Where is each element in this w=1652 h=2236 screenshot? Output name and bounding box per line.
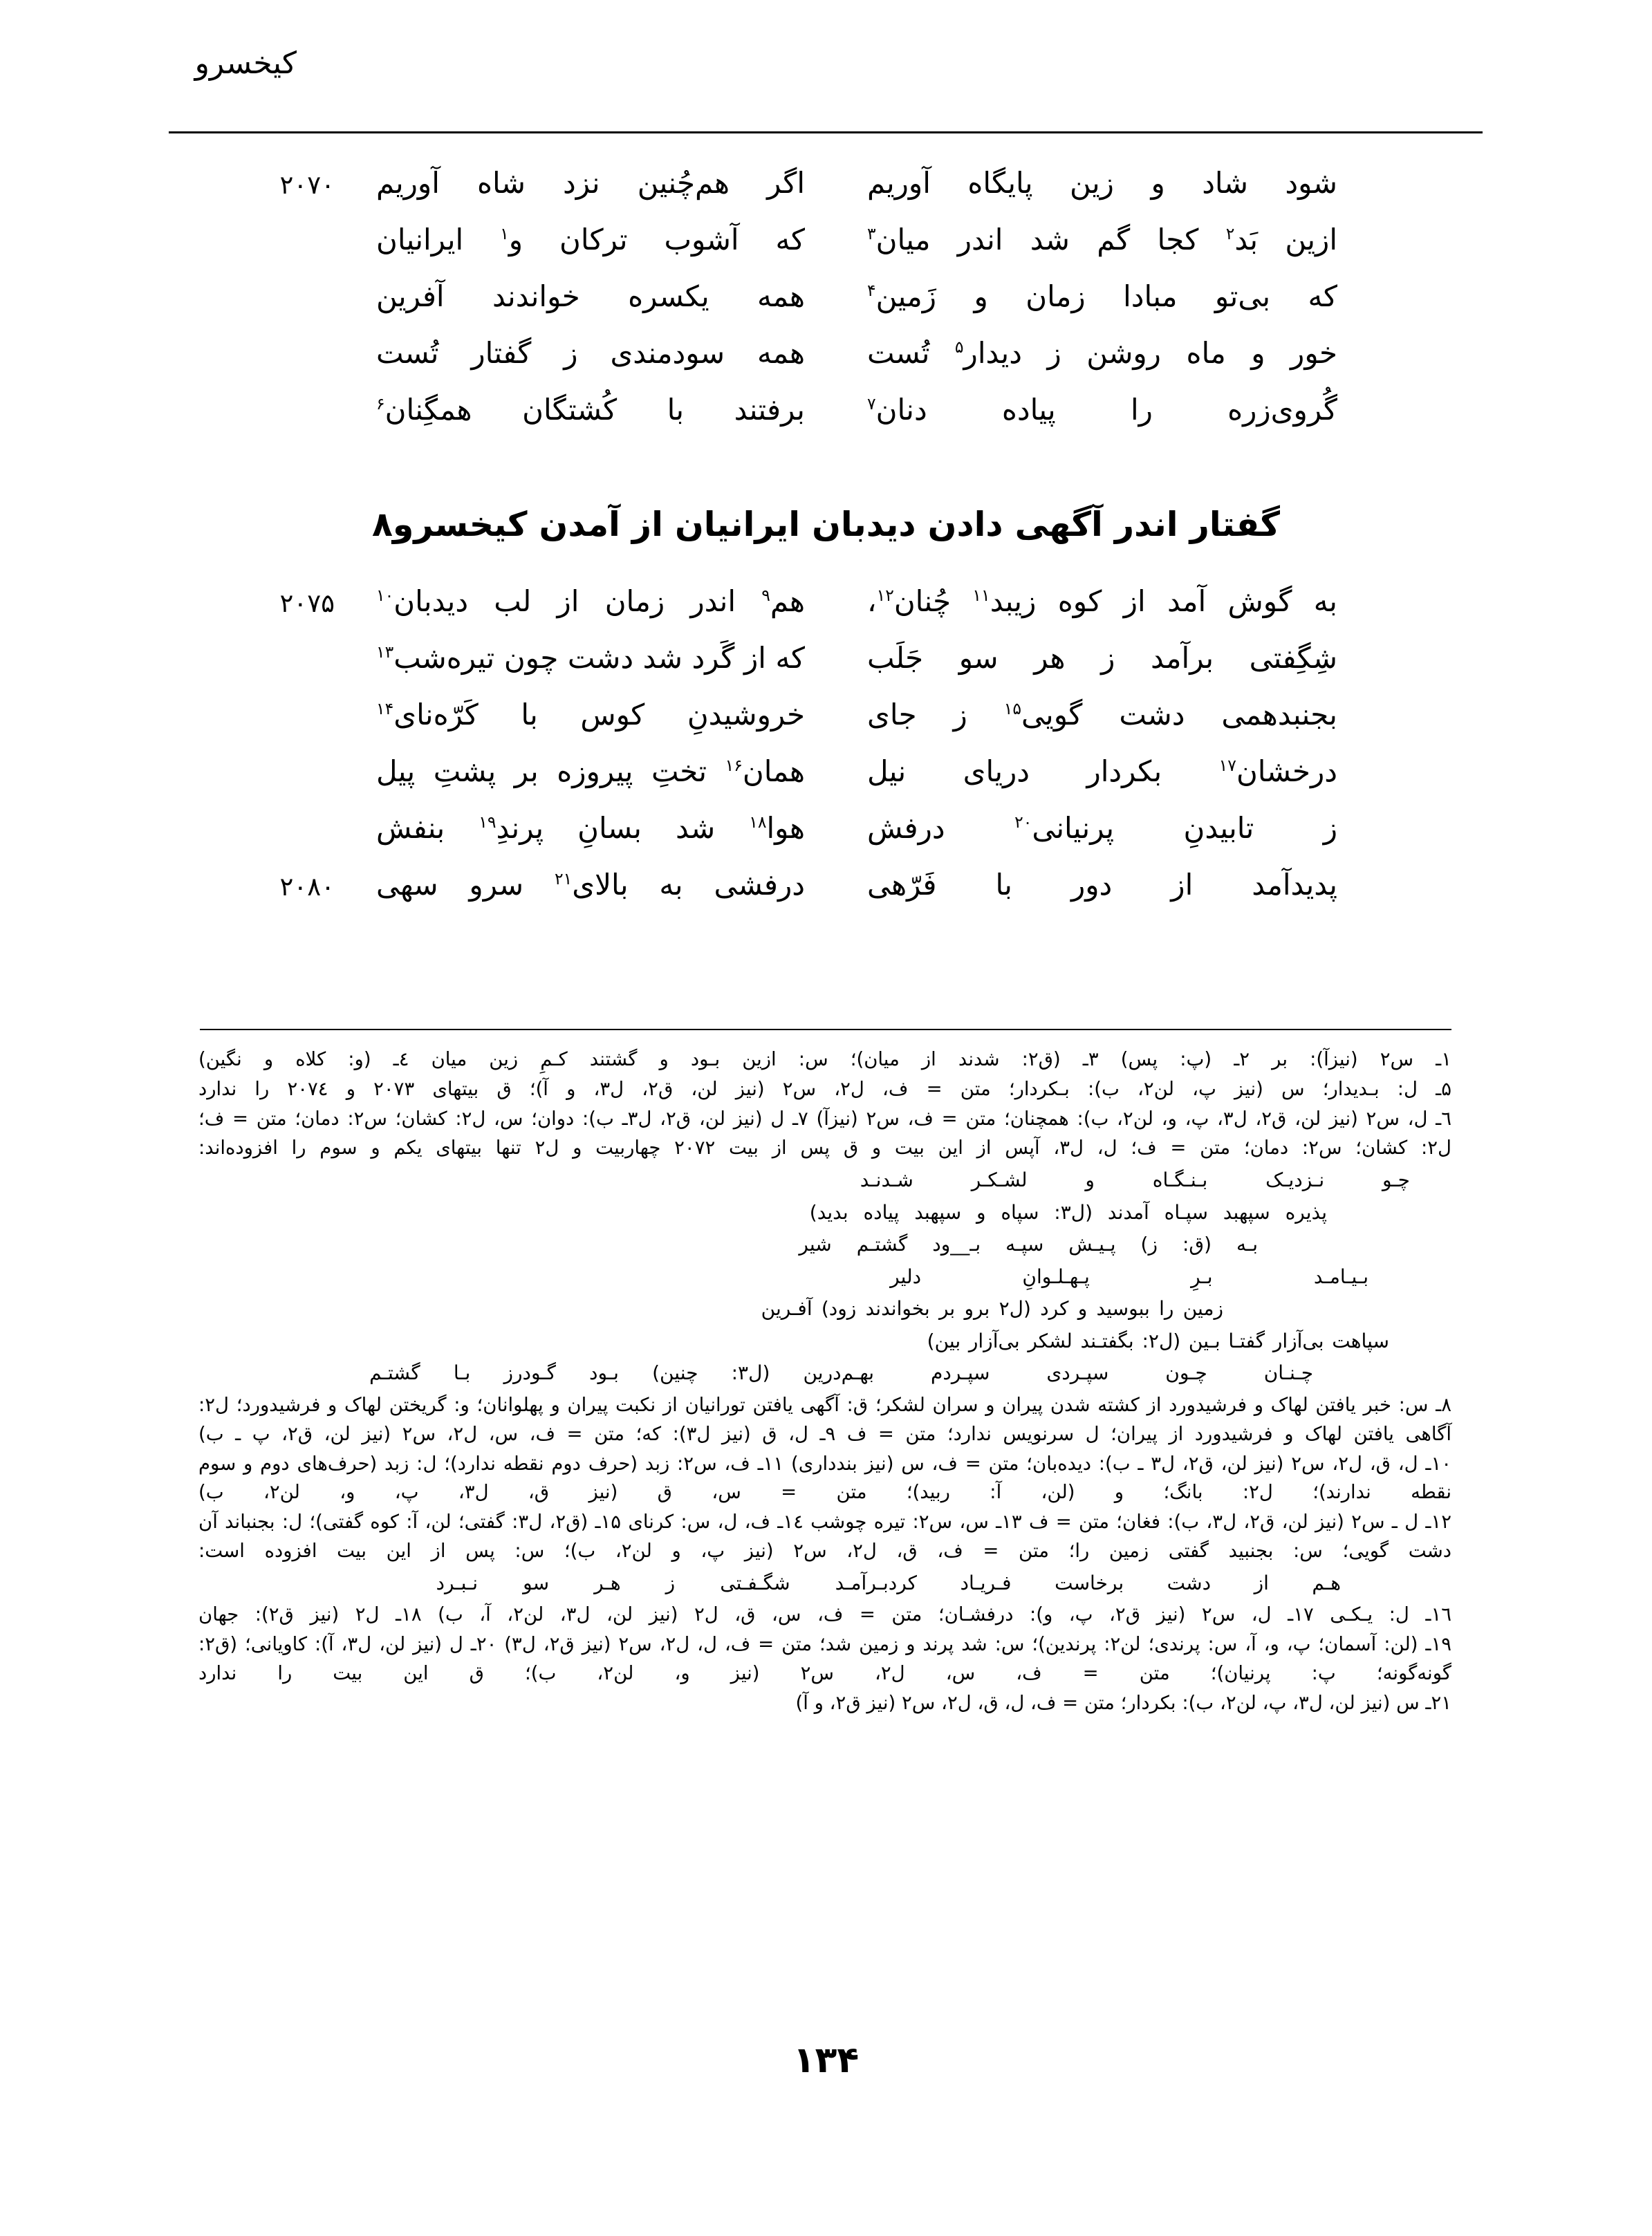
apparatus-rule <box>200 1029 1451 1030</box>
running-head <box>118 47 1534 95</box>
verse-line <box>0 386 1652 442</box>
verse-line <box>0 159 1652 216</box>
running-head-title: کیخسرو <box>194 46 297 81</box>
apparatus-inset-verse <box>198 1569 1451 1599</box>
header-rule <box>169 131 1483 133</box>
apparatus-inset-verse <box>198 1166 1451 1195</box>
apparatus-inset-hemistich-a: بـیـامـد بـرِ پـهـلـوانِ دلیر <box>890 1265 1368 1288</box>
hemistich-second: پدیدآمد از دور با فَرّهی <box>867 868 1337 902</box>
hemistich-first: همه سودمندی ز گفتار تُست <box>376 336 805 370</box>
verse-block-1 <box>0 159 1652 442</box>
hemistich-second: بجنبدهمی دشت گویی$^{۱۵}$ ز جای <box>867 698 1337 732</box>
hemistich-first: که آشوب ترکان و$^۱$ ایرانیان <box>376 223 805 257</box>
apparatus-note: ۱۲ـ ل ـ س۲ (نیز لن، ق۲، ل۳، ب): فغان؛ متن = ف ۱۳ـ س، س۲: تیره چوشب ۱٤ـ ف، ل، س: کرنای ۱۵ـ (ق۲، ل۳: گفتی؛ لن، آ: کوه گفتی)؛ ل: بجنباند آن دشت گویی؛ س: بجنبید گفتی زمین را؛ متن = ف، ق، ل۲، س۲ (نیز پ، و لن۲، ب)؛ س: پس از این بیت افزوده است: <box>198 1511 1452 1562</box>
hemistich-first: برفتند با کُشتگان همگِنان$^۶$ <box>376 393 805 427</box>
hemistich-first: هوا$^{۱۸}$ شد بسانِ پرندِ$^{۱۹}$ بنفش <box>376 811 805 845</box>
section-heading: گفتار اندر آگهی دادن دیدبان ایرانیان از آمدن کیخسرو۸ <box>371 505 1281 544</box>
apparatus-note: ۱ـ س۲ (نیزآ): بر ۲ـ (پ: پس) ۳ـ (ق۲: شدند از میان)؛ س: ازین بـود و گشتند کـمِ زین میان ٤ـ (و: کلاه و نگین) <box>198 1048 1451 1070</box>
hemistich-second: درخشان$^{۱۷}$ بکردار دریای نیل <box>867 754 1337 788</box>
apparatus-note: ۱٦ـ ل: یـکـی ۱۷ـ ل، س۲ (نیز ق۲، پ، و): درفشـان؛ متن = ف، س، ق، ل۲ (نیز لن، ل۳، لن۲، آ، ب) ۱۸ـ ل۲ (نیز ق۲): جهان <box>198 1603 1452 1626</box>
apparatus-inset-verse <box>198 1359 1451 1388</box>
hemistich-first: خروشیدنِ کوس با کَرّه‌نای$^{۱۴}$ <box>376 698 805 732</box>
hemistich-second: گُروی‌زره را پیاده دنان$^۷$ <box>867 393 1337 427</box>
verse-line <box>0 804 1652 861</box>
verse-number: ۲۰۷۰ <box>279 170 335 200</box>
hemistich-second: شِگِفتی برآمد ز هر سو جَلَب <box>867 641 1337 675</box>
hemistich-second: خور و ماه روشن ز دیدار$^۵$ تُست <box>867 336 1337 370</box>
verse-line <box>0 634 1652 691</box>
hemistich-second: که بی‌تو مبادا زمان و زَمین$^۴$ <box>867 279 1337 313</box>
apparatus-note: ل۲: کشان؛ س۲: دمان؛ متن = ف؛ ل، ل۳، آپس از این بیت و ق پس از بیت ۲۰۷۲ چهاربیت و ل۲ تنها بیتهای یکم و سوم را افزوده‌اند: <box>198 1137 1451 1159</box>
apparatus-inset-verse <box>198 1198 1451 1228</box>
verse-line <box>0 691 1652 747</box>
page-number: ۱۳۴ <box>792 2040 860 2081</box>
apparatus-inset-verse <box>198 1263 1451 1292</box>
apparatus-inset-hemistich-a: بـه (ق: ز) پـیـش سپـه بـ__ود گشتـم شیر <box>799 1233 1258 1256</box>
apparatus-note: ۸ـ س: خبر یافتن لهاک و فرشیدورد از کشته شدن پیران و سران لشکر؛ ق: آگهی یافتن تورانیان از نکبت پیران و پهلوانان؛ و: گریختن لهاک و فرشیدورد؛ ل۲: آگاهی یافتن لهاک و فرشیدورد از پیران؛ ل سرنویس ندارد؛ متن = ف ۹ـ ل، ق (نیز ل۳): که؛ متن = ف، س، ل۲، س۲ (نیز لن، ق۲، پ ـ ب) <box>198 1394 1451 1445</box>
verse-number: ۲۰۷۵ <box>279 588 335 618</box>
apparatus-inset-verse <box>198 1327 1451 1357</box>
hemistich-second: شود شاد و زین پایگاه آوریم <box>867 166 1337 200</box>
apparatus-inset-verse <box>198 1294 1451 1324</box>
apparatus-note: ٦ـ ل، س۲ (نیز لن، ق۲، ل۳، پ، و، لن۲، ب): همچنان؛ متن = ف، س۲ (نیزآ) ۷ـ ل (نیز لن، ق۲، ل۳ـ ب): دوان؛ س، ل۲: کشان؛ س۲: دمان؛ متن = ف؛ <box>198 1107 1451 1130</box>
verse-line <box>0 272 1652 329</box>
apparatus-inset-hemistich-a: هـم از دشت برخاست فـریـاد کرد <box>888 1571 1341 1594</box>
apparatus-inset-hemistich-a: سپاهت بی‌آزار گفتـا بـین (ل۲: بگفتـند لشکر بی‌آزار بین) <box>927 1329 1389 1352</box>
verse-line <box>0 216 1652 272</box>
apparatus-inset-hemistich-a: چـنـان چـون سپـردی سپـردم بهـم <box>841 1361 1313 1385</box>
apparatus-note: ۱۹ـ (لن: آسمان؛ پ، و، آ، س: پرندی؛ لن۲: پرندین)؛ س: شد پرند و زمین شد؛ متن = ف، ل، ل۲، س۲ (نیز ق۲، ل۳) ۲۰ـ ل (نیز لن، ل۳، آ): کاویانی؛ (ق۲: گونه‌گونه؛ پ: پرنیان)؛ متن = ف، س، ل۲، س۲ (نیز و، لن۲، ب)؛ ق این بیت را ندارد <box>198 1633 1451 1684</box>
hemistich-second: ز تابیدنِ پرنیانی$^{۲۰}$ درفش <box>867 811 1337 845</box>
verse-line <box>0 329 1652 386</box>
verse-block-2 <box>0 577 1652 917</box>
hemistich-first: همه یکسره خواندند آفرین <box>376 279 805 313</box>
apparatus-inset-hemistich-b: بـرآمـد شگـفـتی ز هـر سو نـبـرد <box>436 1571 889 1594</box>
hemistich-first: همان$^{۱۶}$ تختِ پیروزه بر پشتِ پیل <box>376 754 805 788</box>
verse-line <box>0 861 1652 917</box>
apparatus-inset-verse <box>198 1230 1451 1260</box>
critical-apparatus <box>198 1045 1451 1719</box>
apparatus-note: ۱۰ـ ل، ق، ل۲، س۲ (نیز لن، ق۲، ل۳ ـ ب): دیده‌بان؛ متن = ف، س (نیز بندداری) ۱۱ـ ف، س۲: زبد (حرف دوم نقطه ندارد)؛ ل: زبد (حرف‌های دوم و سوم نقطه ندارند)؛ ل۲: بانگ؛ و (لن، آ: ربید)؛ متن = س، ق (نیز ق، ل۳، پ، و، لن۲، ب) <box>198 1452 1451 1504</box>
hemistich-first: درفشی به بالای$^{۲۱}$ سرو سهی <box>376 868 805 902</box>
verse-line <box>0 577 1652 634</box>
verse-number: ۲۰۸۰ <box>279 872 335 902</box>
hemistich-first: که از گَرد شد دشت چون تیره‌شب$^{۱۳}$ <box>376 641 805 675</box>
hemistich-second: به گوش آمد از کوه زیبد$^{۱۱}$ چُنان$^{۱۲}$، <box>867 584 1337 618</box>
hemistich-second: ازین بَد$^۲$ کجا گم شد اندر میان$^۳$ <box>867 223 1338 257</box>
apparatus-inset-hemistich-b: درین (ل۳: چنین) بـود گـودرز بـا گشتـم <box>369 1361 842 1385</box>
hemistich-first: هم$^۹$ اندر زمان از لب دیدبان$^{۱۰}$ <box>376 584 805 618</box>
apparatus-inset-hemistich-a: پذیره سپهبد سپـاه آمدند (ل۳: سپاه و سپهبد پیاده بدید) <box>809 1200 1327 1224</box>
apparatus-inset-hemistich-a: زمین را ببوسید و کرد (ل۲ برو بر بخواندند زود) آفـرین <box>761 1297 1223 1321</box>
apparatus-inset-hemistich-a: چـو نـزدیـک بـنـگـاه و لشـکـر شـدنـد <box>860 1168 1410 1192</box>
apparatus-note: ۲۱ـ س (نیز لن، ل۳، پ، لن۲، ب): بکردار؛ متن = ف، ل، ق، ل۲، س۲ (نیز ق۲، و آ) <box>795 1691 1451 1714</box>
apparatus-note: ۵ـ ل: بـدیدار؛ س (نیز پ، لن۲، ب): بـکردار؛ متن = ف، ل۲، س۲ (نیز لن، ق۲، ل۳، و آ)؛ ق بیتهای ۲۰۷۳ و ۲۰۷٤ را ندارد <box>198 1077 1452 1100</box>
verse-line <box>0 747 1652 804</box>
hemistich-first: اگر هم‌چُنین نزد شاه آوریم <box>376 166 805 200</box>
